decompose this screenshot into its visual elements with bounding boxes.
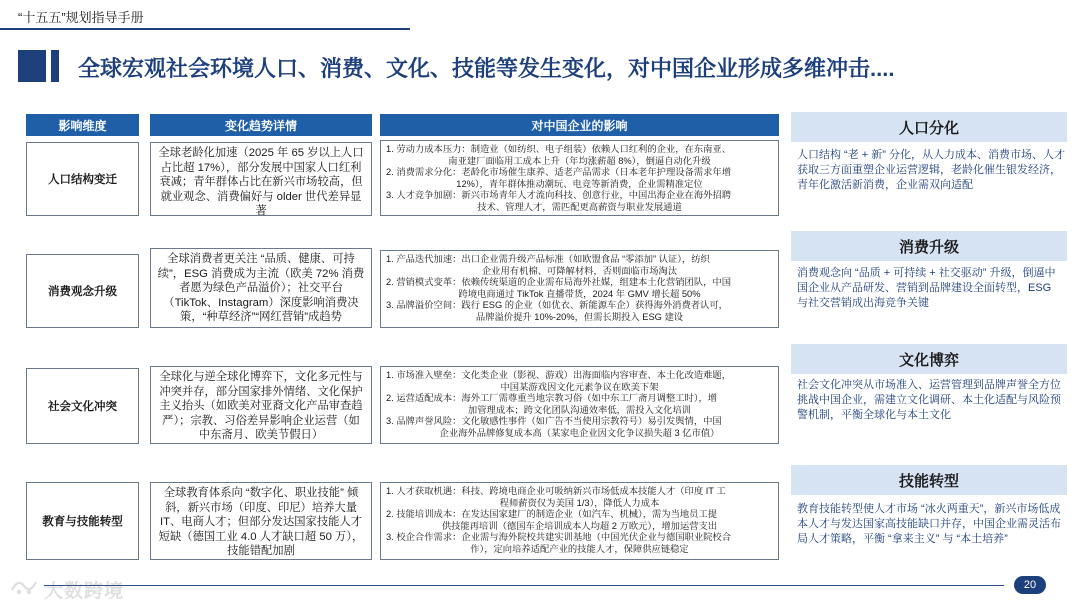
impact-line: 技术、管理人才，需匹配更高薪资与职业发展通道 (477, 201, 682, 212)
summary-body-culture: 社会文化冲突从市场准入、运营管理到品牌声誉全方位挑战中国企业，需建立文化调研、本土化适配与风险预警机制，平衡全球化与本土文化 (797, 379, 1061, 421)
watermark-text: 大数跨境 (44, 581, 125, 602)
document-header-title: “十五五”规划指导手册 (18, 10, 144, 25)
header-divider (0, 28, 410, 30)
impact-line: 3. 品牌声誉风险：文化敏感性事件（如广告不当使用宗教符号）易引发舆情，中国 (386, 416, 722, 427)
impact-line: 2. 营销模式变革：依赖传统渠道的企业需布局海外社媒，组建本土化营销团队，中国 (386, 277, 732, 288)
impact-line: 企业海外品牌修复成本高（某家电企业因文化争议损失超 3 亿市值） (439, 427, 720, 438)
watermark (10, 572, 150, 602)
impact-cell-population (380, 140, 779, 216)
summary-heading-skills: 技能转型 (791, 465, 1067, 495)
impact-line: 2. 运营适配成本：海外工厂需尊重当地宗教习俗（如中东工厂斋月调整工时），增 (386, 393, 718, 404)
impact-line: 1. 劳动力成本压力：制造业（如纺织、电子组装）依赖人口红利的企业，在东南亚、 (386, 144, 732, 154)
impact-cell-culture (380, 366, 779, 444)
impact-line: 品牌溢价提升 10%-20%，但需长期投入 ESG 建设 (475, 311, 684, 322)
impact-line: 3. 校企合作需求：企业需与海外院校共建实训基地（中国光伏企业与德国职业院校合 (386, 532, 732, 543)
impact-line: 3. 品牌溢价空间：践行 ESG 的企业（如优衣、新能源车企）获得海外消费者认可， (386, 300, 728, 311)
impact-line: 作），定向培养适配产业的技能人才，保障供应链稳定 (470, 543, 689, 554)
summary-heading-culture: 文化博弈 (791, 344, 1067, 374)
trend-cell-skills: 全球教育体系向 “数字化、职业技能” 倾斜，新兴市场（印度、印尼）培养大量 IT、电商人才；但部分发达国家技能人才短缺（德国工业 4.0 人才缺口超 50 万），技能错配加剧 (150, 482, 372, 560)
summary-heading-consumption: 消费升级 (791, 231, 1067, 261)
title-accent-bar-narrow (51, 50, 59, 82)
summary-body-consumption: 消费观念向 “品质 + 可持续 + 社交驱动” 升级，倒逼中国企业从产品研发、营销到品牌建设全面转型，ESG 与社交营销成出海竞争关键 (797, 267, 1056, 309)
slide-title: 全球宏观社会环境人口、消费、文化、技能等发生变化，对中国企业形成多维冲击.... (78, 56, 895, 81)
impact-line: 南亚建厂面临用工成本上升（年均涨薪超 8%），倒逼自动化升级 (448, 155, 711, 166)
footer-divider (44, 585, 1004, 586)
dimension-cell-population: 人口结构变迁 (26, 142, 139, 216)
page-number-badge: 20 (1014, 576, 1046, 594)
dimension-cell-culture: 社会文化冲突 (26, 368, 139, 444)
impact-line: 加管理成本；跨文化团队沟通效率低，需投入文化培训 (467, 404, 692, 415)
title-accent-bars (18, 50, 66, 82)
impact-cell-consumption (380, 250, 779, 328)
impact-line: 12%），青年群体推动潮玩、电竞等新消费，企业需精准定位 (456, 178, 703, 189)
trend-cell-consumption: 全球消费者更关注 “品质、健康、可持续”，ESG 消费成为主流（欧美 72% 消费者愿为绿色产品溢价）；社交平台（TikTok、Instagram）深度影响消费决策，“种草经济”“网红营销”成趋势 (150, 248, 372, 328)
trend-cell-population: 全球老龄化加速（2025 年 65 岁以上人口占比超 17%），部分发展中国家人口红利衰减；青年群体占比在新兴市场较高，但就业观念、消费偏好与 older 世代差异显著 (150, 142, 372, 216)
impact-line: 程师薪资仅为美国 1/3），降低人力成本 (499, 497, 660, 508)
impact-line: 2. 消费需求分化：老龄化市场催生康养、适老产品需求（日本老年护理设备需求年增 (386, 167, 732, 178)
impact-line: 企业用有机棉、可降解材料，否则面临市场淘汰 (481, 265, 678, 276)
dimension-cell-consumption: 消费观念升级 (26, 254, 139, 328)
impact-line: 供技能再培训（德国车企培训成本人均超 2 万欧元），增加运营支出 (441, 520, 718, 531)
table-header-trend: 变化趋势详情 (150, 114, 372, 136)
summary-heading-population: 人口分化 (791, 112, 1067, 142)
impact-line: 1. 市场准入壁垒：文化类企业（影视、游戏）出海面临内容审查、本土化改造难题， (386, 370, 732, 380)
impact-line: 跨境电商通过 TikTok 直播带货，2024 年 GMV 增长超 50% (458, 288, 701, 299)
impact-cell-skills (380, 482, 779, 560)
impact-line: 2. 技能培训成本：在发达国家建厂的制造企业（如汽车、机械），需为当地员工提 (386, 509, 718, 520)
impact-line: 中国某游戏因文化元素争议在欧美下架 (500, 381, 659, 392)
trend-cell-culture: 全球化与逆全球化博弈下，文化多元性与冲突并存，部分国家排外情绪、文化保护主义抬头（如欧美对亚裔文化产品审查趋严）；宗教、习俗差异影响企业运营（如中东斋月、欧美节假日） (150, 366, 372, 444)
table-header-dimension: 影响维度 (26, 114, 139, 136)
impact-line: 1. 产品迭代加速：出口企业需升级产品标准（如欧盟食品 “零添加” 认证），纺织 (386, 254, 710, 264)
summary-body-skills: 教育技能转型使人才市场 “冰火两重天”，新兴市场低成本人才与发达国家高技能缺口并存，中国企业需灵活布局人才策略，平衡 “拿来主义” 与 “本土培养” (797, 503, 1061, 545)
title-accent-bar-wide (18, 50, 46, 82)
table-header-impact: 对中国企业的影响 (380, 114, 779, 136)
watermark-logo-icon (10, 576, 38, 598)
dimension-cell-skills: 教育与技能转型 (26, 482, 139, 560)
impact-line: 1. 人才获取机遇：科技、跨境电商企业可吸纳新兴市场低成本技能人才（印度 IT 工 (386, 486, 726, 496)
impact-line: 3. 人才竞争加剧：新兴市场青年人才流向科技、创意行业，中国出海企业在海外招聘 (386, 190, 732, 201)
summary-body-population: 人口结构 “老 + 新” 分化，从人力成本、消费市场、人才获取三方面重塑企业运营逻辑，老龄化催生银发经济，青年化激活新消费，企业需双向适配 (797, 149, 1065, 191)
